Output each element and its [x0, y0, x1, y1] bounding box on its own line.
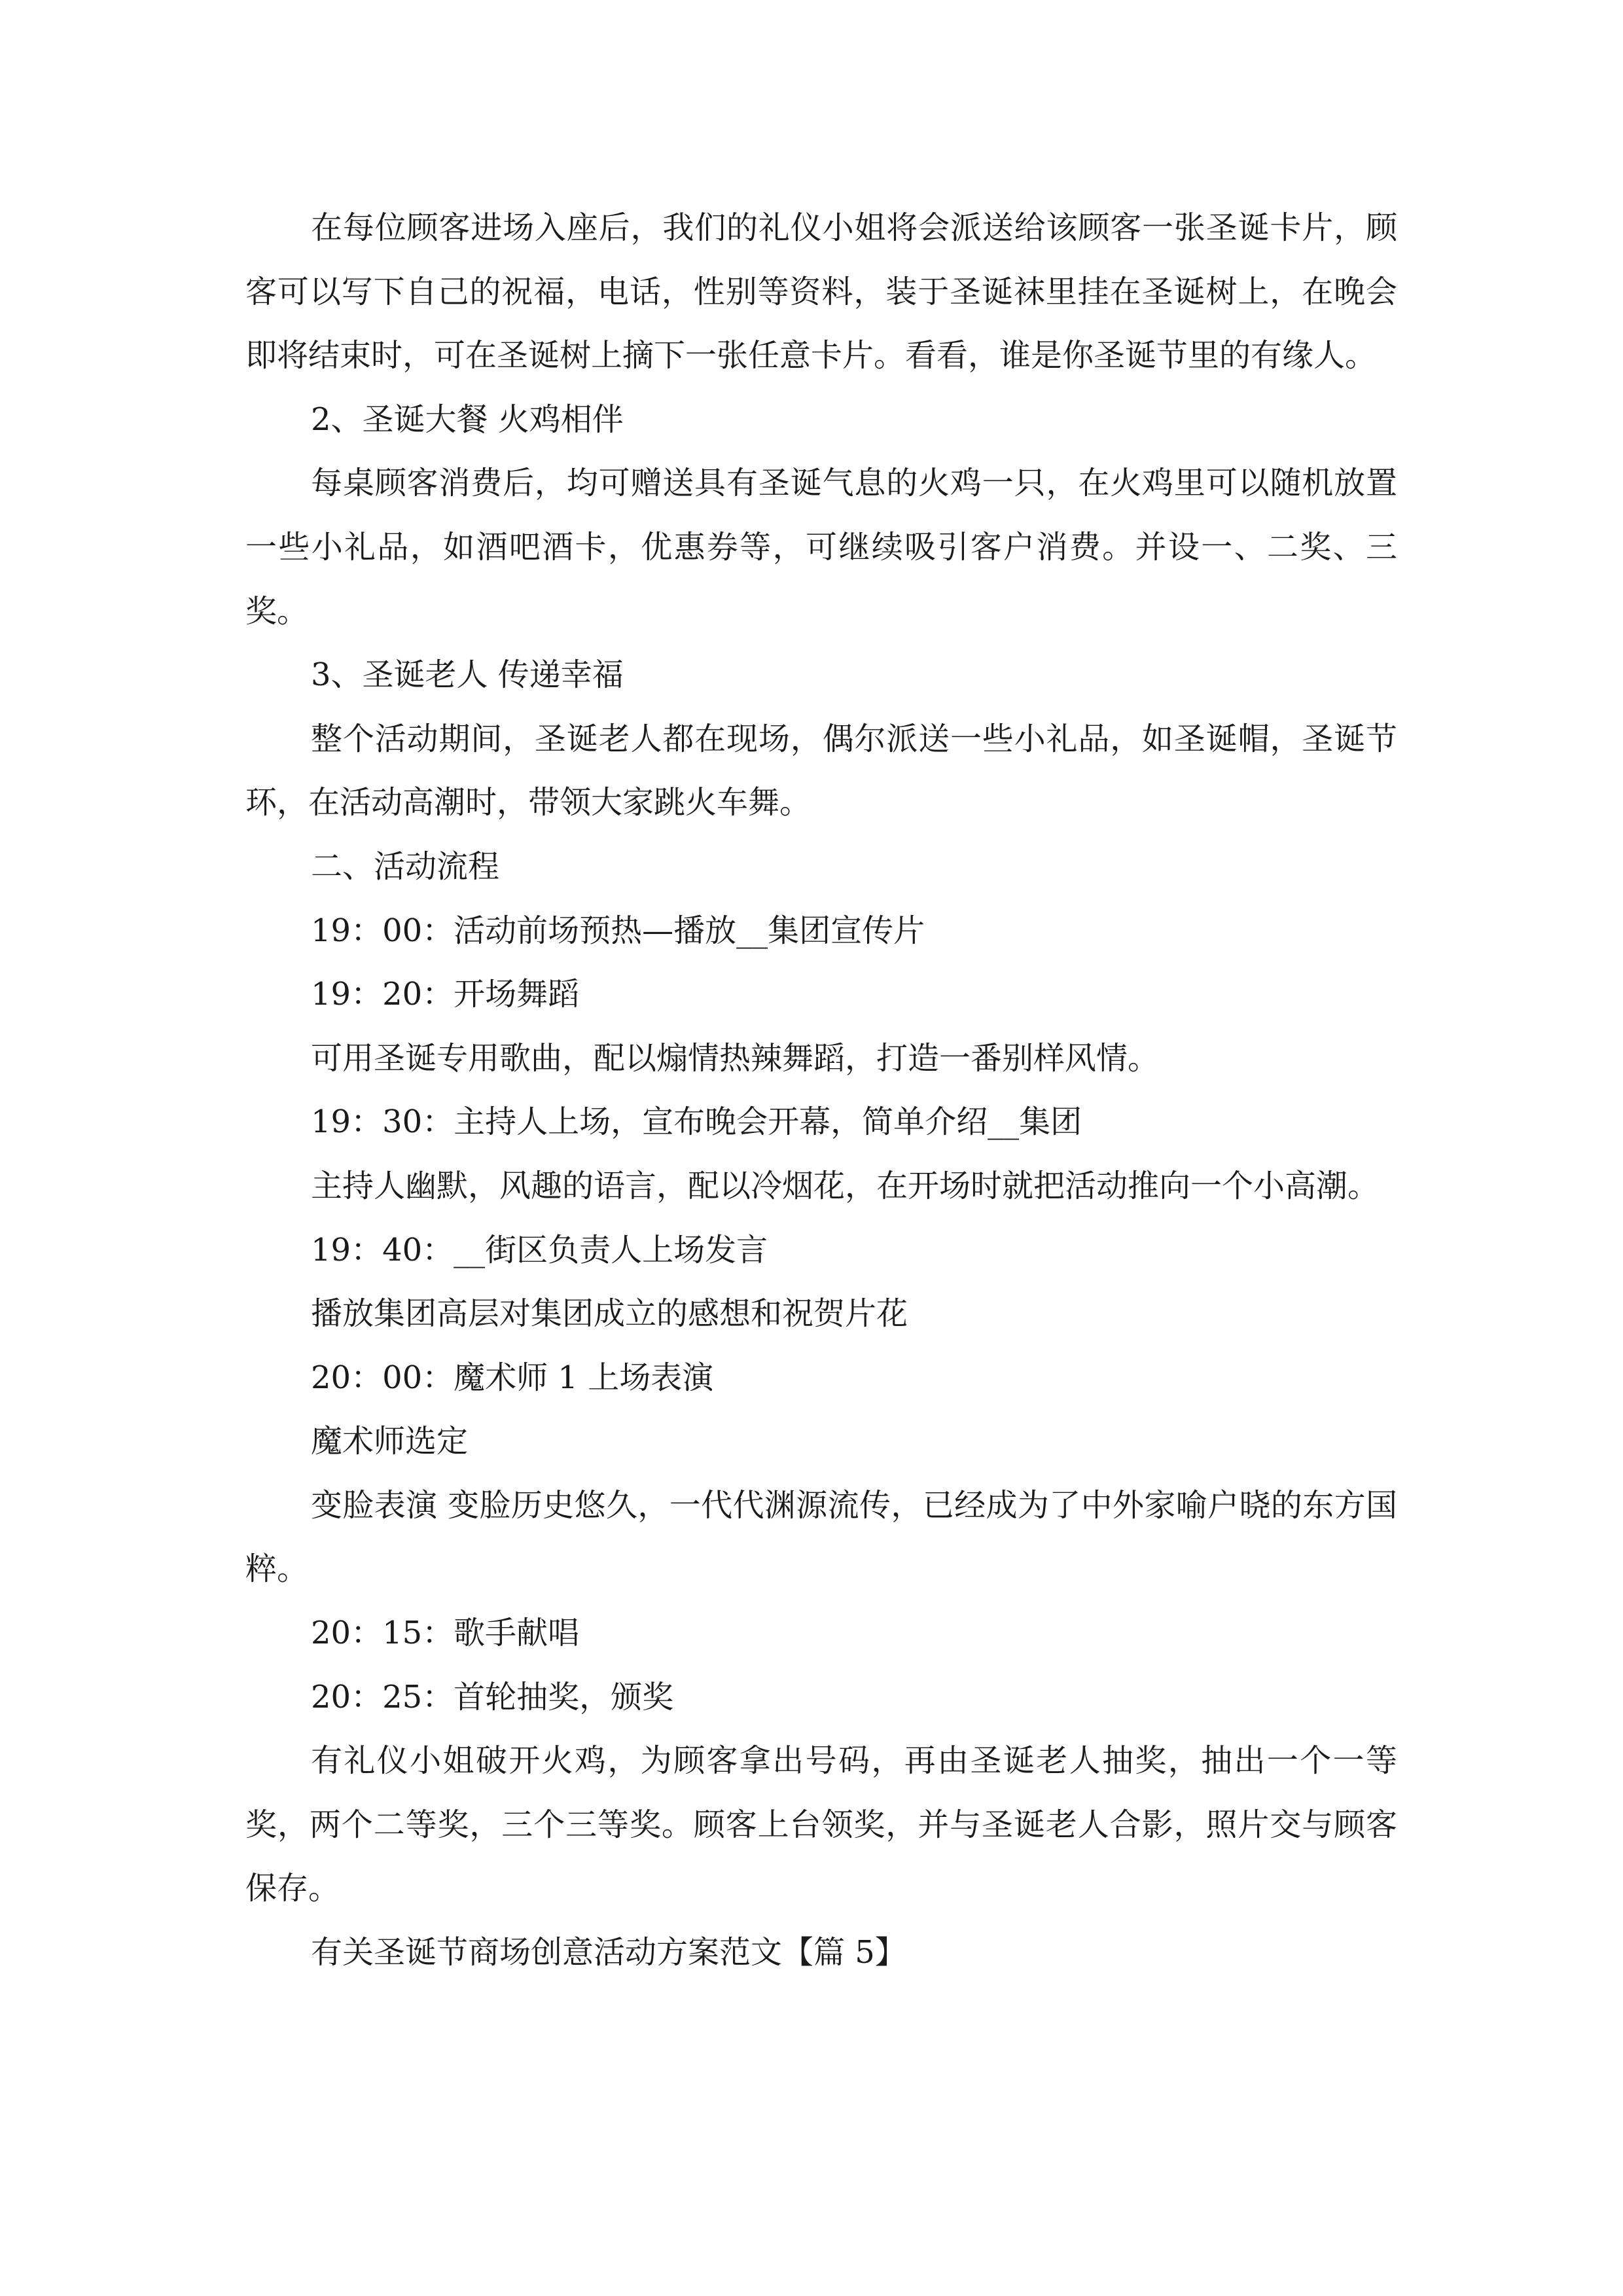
schedule-note: 主持人幽默，风趣的语言，配以冷烟花，在开场时就把活动推向一个小高潮。	[311, 1167, 1380, 1204]
schedule-item: 19：00：活动前场预热—播放__集团宣传片	[311, 912, 925, 949]
schedule-note: 可用圣诞专用歌曲，配以煽情热辣舞蹈，打造一番别样风情。	[311, 1039, 1160, 1077]
heading-christmas-dinner: 2、圣诞大餐 火鸡相伴	[311, 401, 624, 438]
schedule-note: 播放集团高层对集团成立的感想和祝贺片花	[311, 1295, 908, 1333]
schedule-note: 魔术师选定	[311, 1423, 469, 1460]
heading-event-schedule: 二、活动流程	[311, 848, 500, 885]
schedule-item: 19：30：主持人上场，宣布晚会开幕，简单介绍__集团	[311, 1103, 1082, 1141]
document-body	[245, 196, 1397, 1985]
schedule-item: 20：25：首轮抽奖，颁奖	[311, 1678, 674, 1715]
section-title-next-article: 有关圣诞节商场创意活动方案范文【篇 5】	[311, 1934, 906, 1971]
schedule-item: 20：00：魔术师 1 上场表演	[311, 1359, 714, 1396]
heading-santa-claus: 3、圣诞老人 传递幸福	[311, 656, 624, 694]
paragraph-turkey-gift: 每桌顾客消费后，均可赠送具有圣诞气息的火鸡一只，在火鸡里可以随机放置一些小礼品，如酒吧酒卡，优惠券等，可继续吸引客户消费。并设一、二奖、三奖。	[245, 465, 1397, 630]
schedule-item: 19：40：__街区负责人上场发言	[311, 1231, 768, 1268]
paragraph-card-activity: 在每位顾客进场入座后，我们的礼仪小姐将会派送给该顾客一张圣诞卡片，顾客可以写下自己的祝福，电话，性别等资料，装于圣诞袜里挂在圣诞树上，在晚会即将结束时，可在圣诞树上摘下一张任意卡片。看看，谁是你圣诞节里的有缘人。	[245, 209, 1397, 374]
schedule-note: 有礼仪小姐破开火鸡，为顾客拿出号码，再由圣诞老人抽奖，抽出一个一等奖，两个二等奖，三个三等奖。顾客上台领奖，并与圣诞老人合影，照片交与顾客保存。	[245, 1742, 1397, 1907]
paragraph-santa-activity: 整个活动期间，圣诞老人都在现场，偶尔派送一些小礼品，如圣诞帽，圣诞节环，在活动高潮时，带领大家跳火车舞。	[245, 720, 1397, 821]
schedule-note: 变脸表演 变脸历史悠久，一代代渊源流传，已经成为了中外家喻户晓的东方国粹。	[245, 1486, 1397, 1588]
schedule-item: 19：20：开场舞蹈	[311, 976, 580, 1013]
schedule-item: 20：15：歌手献唱	[311, 1615, 580, 1652]
